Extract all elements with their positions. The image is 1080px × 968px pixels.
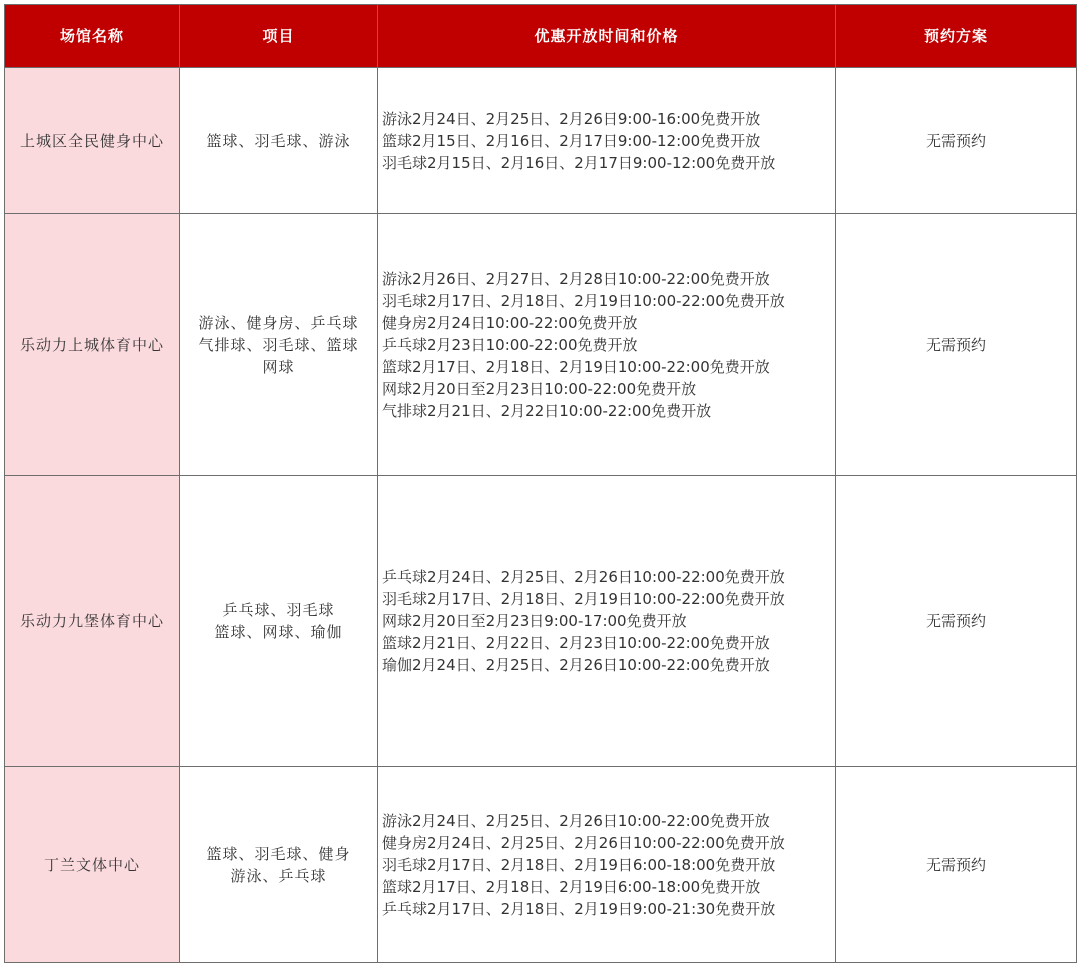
table-row	[5, 68, 1077, 214]
booking-plan-cell: 无需预约	[836, 214, 1077, 476]
venue-name-cell: 乐动力上城体育中心	[5, 214, 180, 476]
hours-line: 篮球2月21日、2月22日、2月23日10:00-22:00免费开放	[382, 634, 770, 652]
items-line: 篮球、羽毛球、游泳	[206, 131, 351, 150]
items-line: 气排球、羽毛球、篮球	[198, 335, 359, 354]
hours-line: 篮球2月17日、2月18日、2月19日10:00-22:00免费开放	[382, 357, 770, 376]
booking-plan-cell: 无需预约	[836, 476, 1077, 767]
hours-line: 羽毛球2月17日、2月18日、2月19日10:00-22:00免费开放	[382, 590, 785, 608]
table-row	[5, 214, 1077, 476]
items-cell	[180, 214, 378, 476]
hours-cell	[378, 476, 836, 767]
header-venue-name: 场馆名称	[5, 5, 180, 68]
items-line: 游泳、乒乓球	[230, 866, 327, 885]
venue-schedule-table	[4, 4, 1077, 963]
table-row	[5, 767, 1077, 963]
hours-cell	[378, 68, 836, 214]
items-line: 篮球、网球、瑜伽	[214, 623, 343, 641]
items-line: 乒乓球、羽毛球	[222, 601, 335, 619]
hours-line: 气排球2月21日、2月22日10:00-22:00免费开放	[382, 401, 712, 420]
venue-name-cell: 上城区全民健身中心	[5, 68, 180, 214]
hours-line: 羽毛球2月17日、2月18日、2月19日10:00-22:00免费开放	[382, 291, 785, 310]
hours-line: 乒乓球2月24日、2月25日、2月26日10:00-22:00免费开放	[382, 568, 785, 586]
booking-plan-cell: 无需预约	[836, 767, 1077, 963]
hours-line: 瑜伽2月24日、2月25日、2月26日10:00-22:00免费开放	[382, 656, 770, 674]
venue-name-cell: 丁兰文体中心	[5, 767, 180, 963]
items-cell	[180, 476, 378, 767]
hours-line: 游泳2月26日、2月27日、2月28日10:00-22:00免费开放	[382, 269, 770, 288]
hours-line: 健身房2月24日、2月25日、2月26日10:00-22:00免费开放	[382, 833, 785, 852]
hours-line: 羽毛球2月17日、2月18日、2月19日6:00-18:00免费开放	[382, 855, 776, 874]
header-items: 项目	[180, 5, 378, 68]
table-row	[5, 476, 1077, 767]
booking-plan-cell: 无需预约	[836, 68, 1077, 214]
items-line: 网球	[262, 357, 295, 376]
items-line: 篮球、羽毛球、健身	[206, 844, 351, 863]
hours-cell	[378, 767, 836, 963]
venue-name-cell: 乐动力九堡体育中心	[5, 476, 180, 767]
hours-line: 羽毛球2月15日、2月16日、2月17日9:00-12:00免费开放	[382, 153, 776, 172]
hours-line: 网球2月20日至2月23日10:00-22:00免费开放	[382, 379, 697, 398]
hours-line: 篮球2月15日、2月16日、2月17日9:00-12:00免费开放	[382, 131, 761, 150]
hours-line: 乒乓球2月23日10:00-22:00免费开放	[382, 335, 638, 354]
hours-line: 游泳2月24日、2月25日、2月26日10:00-22:00免费开放	[382, 811, 770, 830]
hours-line: 篮球2月17日、2月18日、2月19日6:00-18:00免费开放	[382, 877, 761, 896]
hours-line: 乒乓球2月17日、2月18日、2月19日9:00-21:30免费开放	[382, 899, 776, 918]
hours-line: 游泳2月24日、2月25日、2月26日9:00-16:00免费开放	[382, 109, 761, 128]
header-hours-price: 优惠开放时间和价格	[378, 5, 836, 68]
hours-line: 健身房2月24日10:00-22:00免费开放	[382, 313, 638, 332]
hours-cell	[378, 214, 836, 476]
items-cell	[180, 767, 378, 963]
items-cell	[180, 68, 378, 214]
items-line: 游泳、健身房、乒乓球	[198, 313, 359, 332]
header-booking-plan: 预约方案	[836, 5, 1077, 68]
table-header-row	[5, 5, 1077, 68]
hours-line: 网球2月20日至2月23日9:00-17:00免费开放	[382, 612, 687, 630]
